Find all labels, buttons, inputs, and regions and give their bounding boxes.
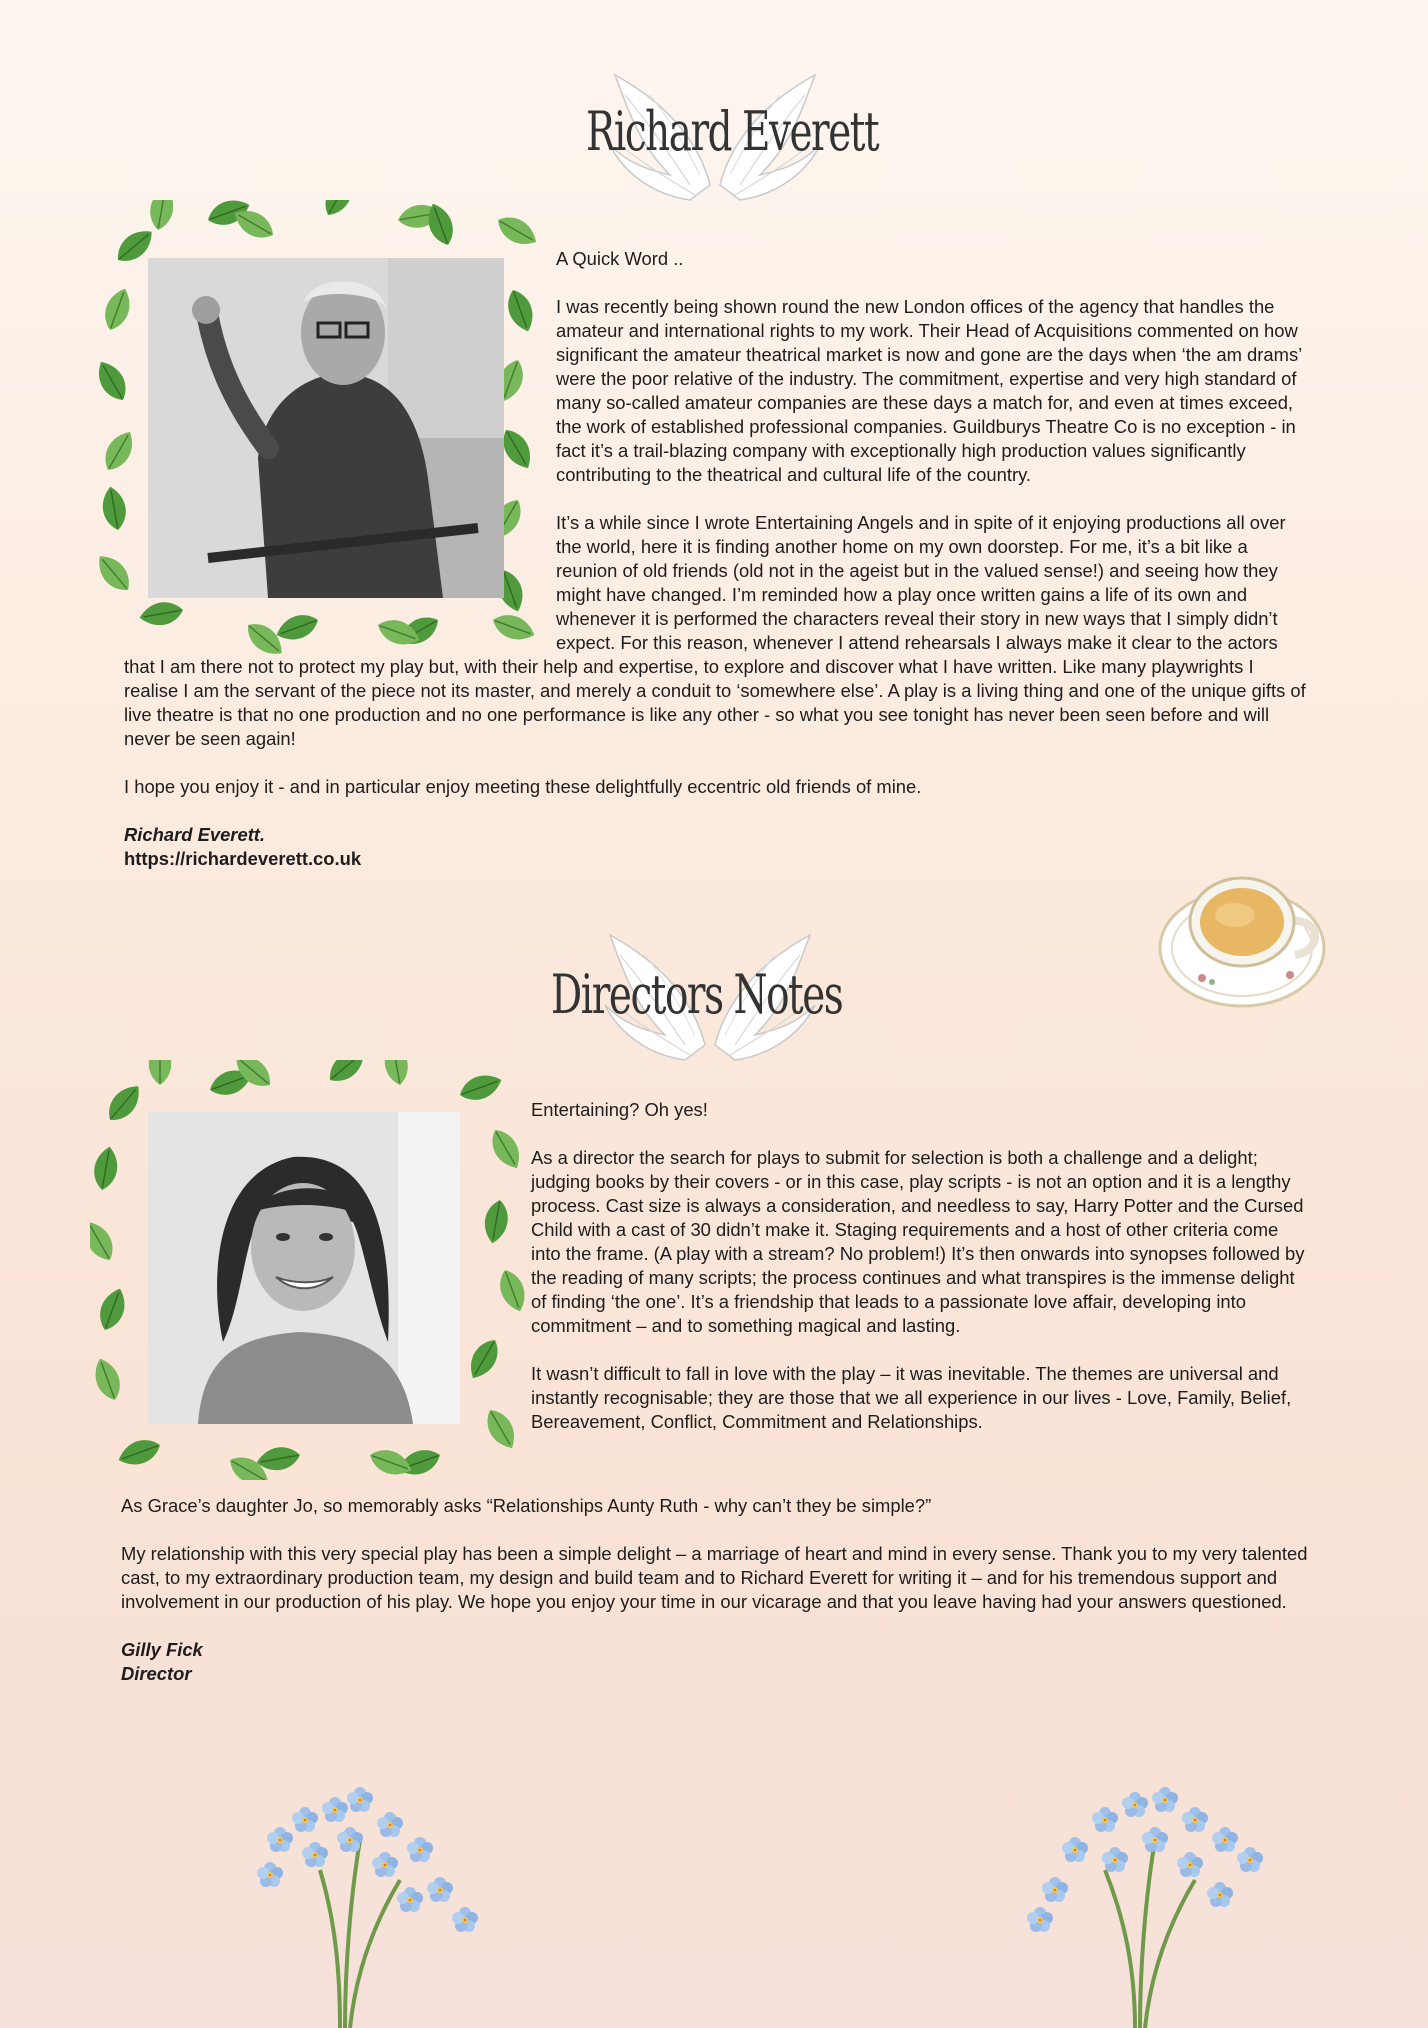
section1-paragraph-1: I was recently being shown round the new London offices of the agency that handles the amateur and international rights to my work. Their Head of Acquisitions commented on how significant the amateur theatrical market is now and gone are the days when ‘the am drams’ were the poor relative of the industry. The commitment, expertise and very high standard of many so-called amateur companies are these days a match for, and even at times exceed, the work of established professional companies. Guildburys Theatre Co is no exception - in fact it’s a trail-blazing company with exceptionally high production values significantly contributing to the theatrical and cultural life of the country. — [556, 296, 1302, 485]
section1-paragraph-2: It’s a while since I wrote Entertaining Angels and in spite of it enjoying productions all over the world, here it is finding another home on my own doorstep. For me, it’s a bit like a reunion of old friends (old not in the ageist but in the valued sense!) and seeing how they might have changed. I’m reminded how a play once written gains a life of its own and whenever it is performed the characters reveal their story in new ways that I simply didn’t expect. For this reason, whenever I attend rehearsals I always make it clear to the actors that I am there not to protect my play but, with their help and expertise, to explore and discover what I have written. Like many playwrights I realise I am the servant of the piece not its master, and merely a conduit to ‘somewhere else’. A play is a living thing and one of the unique gifts of live theatre is that no one production and no one performance is like any other - so what you see tonight has never been seen before and will never be seen again! — [124, 512, 1306, 749]
section1-website-link[interactable]: https://richardeverett.co.uk — [124, 848, 362, 869]
photo-float-spacer — [124, 247, 556, 643]
section2-text-block — [121, 1098, 1311, 1686]
section2-signature-role: Director — [121, 1663, 192, 1684]
forget-me-not-flowers-icon — [240, 1780, 500, 2028]
section2-paragraph-2: It wasn’t difficult to fall in love with the play – it was inevitable. The themes are universal and instantly recognisable; they are those that we all experience in our lives - Love, Family, Belief, Bereavement, Conflict, Commitment and Relationships. — [531, 1363, 1292, 1432]
section-title-richard-everett: Richard Everett — [586, 100, 879, 163]
photo-float-spacer-2 — [121, 1098, 531, 1494]
section1-paragraph-3: I hope you enjoy it - and in particular enjoy meeting these delightfully eccentric old friends of mine. — [124, 776, 922, 797]
section-title-directors-notes: Directors Notes — [551, 963, 843, 1026]
section2-signature-name: Gilly Fick — [121, 1639, 203, 1660]
section1-text-block — [124, 247, 1312, 871]
section2-closing: My relationship with this very special play has been a simple delight – a marriage of heart and mind in every sense. Thank you to my very talented cast, to my extraordinary production team, my design and build team and to Richard Everett for writing it – and for his tremendous support and involvement in our production of his play. We hope you enjoy your time in our vicarage and that you leave having had your answers questioned. — [121, 1543, 1308, 1612]
section2-heading: Entertaining? Oh yes! — [531, 1099, 708, 1120]
section1-signature: Richard Everett. — [124, 824, 266, 845]
forget-me-not-flowers-icon-2 — [1015, 1780, 1275, 2028]
section2-quote: As Grace’s daughter Jo, so memorably asks “Relationships Aunty Ruth - why can’t they be simple?” — [121, 1495, 932, 1516]
section1-heading: A Quick Word .. — [556, 248, 684, 269]
section2-paragraph-1: As a director the search for plays to submit for selection is both a challenge and a delight; judging books by their covers - or in this case, play scripts - is not an option and it is a lengthy process. Cast size is always a consideration, and needless to say, Harry Potter and the Cursed Child with a cast of 30 didn’t make it. Staging requirements and a host of other criteria come into the frame. (A play with a stream? No problem!) It’s then onwards into synopses followed by the reading of many scripts; the process continues and what transpires is the immense delight of finding ‘the one’. It’s a friendship that leads to a passionate love affair, developing into commitment – and to something magical and lasting. — [531, 1147, 1305, 1336]
teacup-icon — [1150, 860, 1340, 1010]
